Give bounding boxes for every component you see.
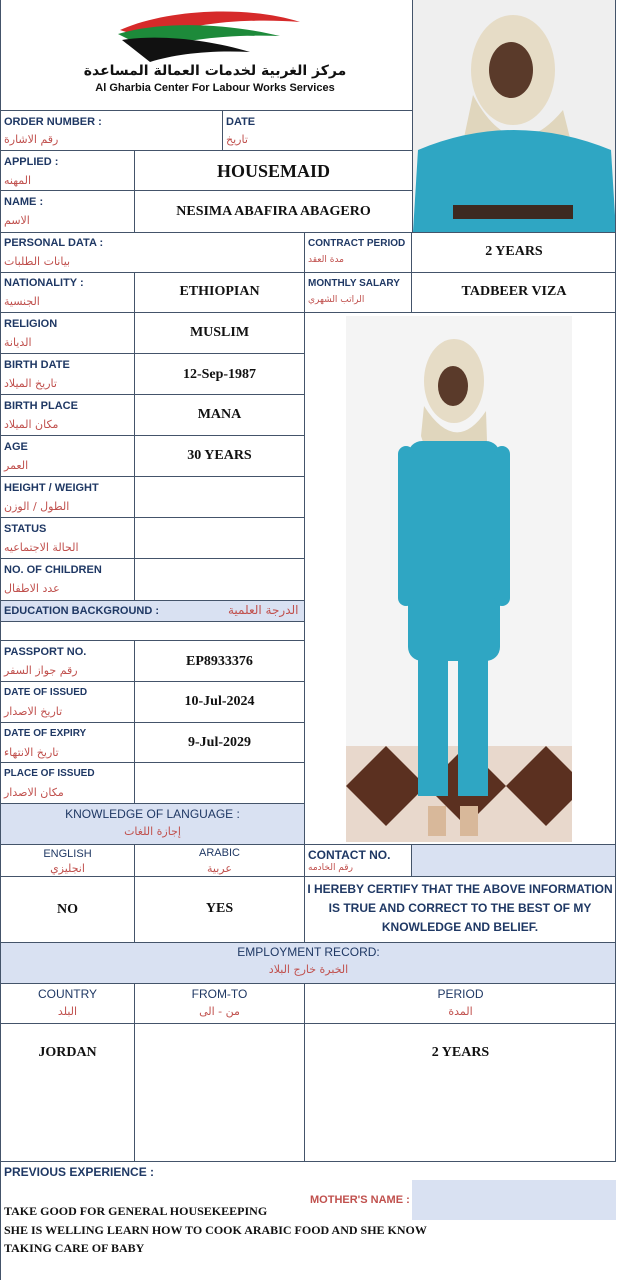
logo-swoosh-icon xyxy=(0,0,412,70)
applied-label: APPLIED : xyxy=(4,156,59,168)
height-weight-label: HEIGHT / WEIGHT xyxy=(4,482,99,494)
birth-place-label: BIRTH PLACE xyxy=(4,400,78,412)
employment-record-label: EMPLOYMENT RECORD: xyxy=(237,945,380,959)
date-expiry-value: 9-Jul-2029 xyxy=(188,735,251,750)
from-to-column-header: FROM-TO xyxy=(191,987,248,1001)
mothers-name-label: MOTHER'S NAME : xyxy=(310,1194,410,1206)
contact-no-label: CONTACT NO. xyxy=(308,848,391,862)
employment-row-country: JORDAN xyxy=(38,1045,97,1060)
education-label-arabic: الدرجة العلمية xyxy=(228,603,299,617)
nationality-label-arabic: الجنسية xyxy=(4,295,40,308)
nationality-value: ETHIOPIAN xyxy=(179,284,260,299)
applied-label-arabic: المهنه xyxy=(4,174,32,187)
monthly-salary-label: MONTHLY SALARY xyxy=(308,278,400,289)
contract-period-value: 2 YEARS xyxy=(485,244,543,259)
name-label-arabic: الاسم xyxy=(4,214,30,227)
experience-note-line-3: TAKING CARE OF BABY xyxy=(4,1241,145,1255)
name-label: NAME : xyxy=(4,196,44,208)
personal-data-label-arabic: بيانات الطلبات xyxy=(4,255,71,268)
contract-period-label: CONTRACT PERIOD xyxy=(308,238,406,249)
children-label-arabic: عدد الاطفال xyxy=(4,582,60,595)
contact-no-label-arabic: رقم الخادمه xyxy=(308,863,353,873)
company-name-english: Al Gharbia Center For Labour Works Services xyxy=(95,82,335,94)
order-number-label-arabic: رقم الاشارة xyxy=(4,133,59,146)
english-value: NO xyxy=(57,902,78,917)
passport-no-value: EP8933376 xyxy=(186,654,253,669)
applicant-portrait-photo xyxy=(413,0,616,232)
date-expiry-label-arabic: تاريخ الانتهاء xyxy=(4,746,59,759)
applicant-full-body-photo xyxy=(346,316,572,842)
english-label-arabic: انجليزي xyxy=(50,862,85,875)
date-issued-value: 10-Jul-2024 xyxy=(184,694,255,709)
children-label: NO. OF CHILDREN xyxy=(4,564,102,576)
monthly-salary-label-arabic: الراتب الشهري xyxy=(308,295,365,305)
date-label: DATE xyxy=(226,116,256,128)
date-label-arabic: تاريخ xyxy=(226,133,248,146)
status-label-arabic: الحالة الاجتماعيه xyxy=(4,541,79,554)
monthly-salary-value: TADBEER VIZA xyxy=(461,284,567,299)
age-label: AGE xyxy=(4,441,28,453)
arabic-value: YES xyxy=(205,901,234,916)
language-label: KNOWLEDGE OF LANGUAGE : xyxy=(65,807,240,821)
birth-date-label: BIRTH DATE xyxy=(4,359,70,371)
place-issued-label: PLACE OF ISSUED xyxy=(4,768,95,779)
passport-no-label-arabic: رقم جواز السفر xyxy=(4,664,78,677)
from-to-column-header-arabic: من - الى xyxy=(199,1005,240,1018)
period-column-header: PERIOD xyxy=(437,987,484,1001)
certification-statement: I HEREBY CERTIFY THAT THE ABOVE INFORMATION IS TRUE AND CORRECT TO THE BEST OF MY KNOWLEDGE AND BELIEF. xyxy=(307,882,613,934)
employment-record-label-arabic: الخبرة خارج البلاد xyxy=(268,963,349,976)
age-label-arabic: العمر xyxy=(4,459,29,472)
english-label: ENGLISH xyxy=(43,848,92,860)
company-name-arabic: مركز الغربية لخدمات العمالة المساعدة xyxy=(83,63,347,79)
birth-date-label-arabic: تاريخ الميلاد xyxy=(4,377,57,390)
religion-label-arabic: الديانة xyxy=(4,336,32,349)
education-label: EDUCATION BACKGROUND : xyxy=(4,605,160,617)
period-column-header-arabic: المدة xyxy=(448,1005,473,1018)
country-column-header: COUNTRY xyxy=(37,987,98,1001)
name-value: NESIMA ABAFIRA ABAGERO xyxy=(176,204,371,219)
arabic-label-arabic: عربية xyxy=(207,862,232,875)
language-label-arabic: إجازة اللغات xyxy=(124,825,181,838)
date-issued-label: DATE OF ISSUED xyxy=(4,687,88,698)
date-expiry-label: DATE OF EXPIRY xyxy=(4,728,87,739)
religion-label: RELIGION xyxy=(4,318,58,330)
age-value: 30 YEARS xyxy=(187,448,252,463)
contract-period-label-arabic: مدة العقد xyxy=(308,255,344,265)
experience-note-line-1: TAKE GOOD FOR GENERAL HOUSEKEEPING xyxy=(4,1204,268,1218)
religion-value: MUSLIM xyxy=(189,325,250,340)
nationality-label: NATIONALITY : xyxy=(4,277,84,289)
applied-value: HOUSEMAID xyxy=(216,161,330,181)
arabic-label: ARABIC xyxy=(199,847,240,859)
passport-no-label: PASSPORT NO. xyxy=(4,646,87,658)
experience-note-line-2: SHE IS WELLING LEARN HOW TO COOK ARABIC FOOD AND SHE KNOW xyxy=(4,1223,427,1237)
date-issued-label-arabic: تاريخ الاصدار xyxy=(4,705,63,718)
previous-experience-label: PREVIOUS EXPERIENCE : xyxy=(4,1165,155,1179)
country-column-header-arabic: البلد xyxy=(57,1005,78,1018)
birth-place-label-arabic: مكان الميلاد xyxy=(4,418,59,431)
order-number-label: ORDER NUMBER : xyxy=(4,116,102,128)
status-label: STATUS xyxy=(4,523,47,535)
birth-date-value: 12-Sep-1987 xyxy=(182,367,257,382)
birth-place-value: MANA xyxy=(197,407,242,422)
company-logo xyxy=(0,0,412,110)
height-weight-label-arabic: الطول / الوزن xyxy=(4,500,70,513)
place-issued-label-arabic: مكان الاصدار xyxy=(4,786,64,799)
personal-data-label: PERSONAL DATA : xyxy=(4,237,104,249)
employment-row-period: 2 YEARS xyxy=(431,1045,490,1060)
